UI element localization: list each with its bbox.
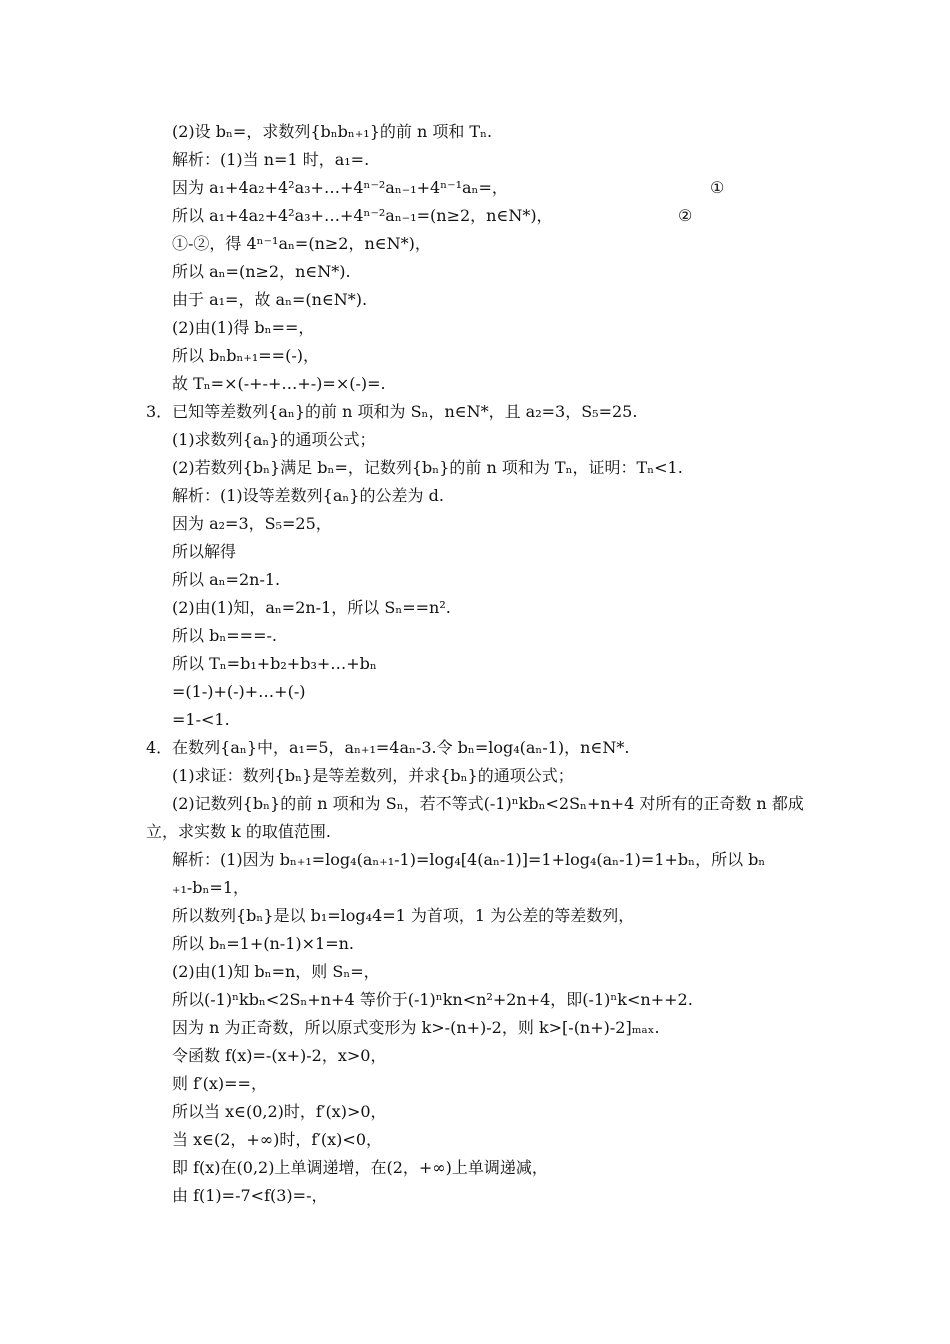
text-line: 令函数 f(x)=-(x+)-2，x>0，: [172, 1046, 387, 1065]
equation-marker-2: ②: [678, 206, 693, 225]
text-line: 所以 a₁+4a₂+4²a₃+…+4ⁿ⁻²aₙ₋₁=(n≥2，n∈N*)，: [172, 206, 553, 225]
text-line: (2)设 bₙ=，求数列{bₙbₙ₊₁}的前 n 项和 Tₙ.: [172, 122, 493, 141]
text-line: (2)由(1)得 bₙ==，: [172, 318, 315, 337]
text-line: ①-②，得 4ⁿ⁻¹aₙ=(n≥2，n∈N*)，: [172, 234, 431, 253]
text-line: 所以 bₙ=1+(n-1)×1=n.: [172, 934, 355, 953]
text-line: 所以 aₙ=(n≥2，n∈N*).: [172, 262, 351, 281]
text-line: 解析：(1)设等差数列{aₙ}的公差为 d.: [172, 486, 444, 505]
question-4-stem: 4．在数列{aₙ}中，a₁=5，aₙ₊₁=4aₙ-3.令 bₙ=log₄(aₙ-1)，n∈N*.: [146, 738, 630, 757]
text-line: 当 x∈(2，+∞)时，f′(x)<0，: [172, 1130, 383, 1149]
text-line: 所以数列{bₙ}是以 b₁=log₄4=1 为首项，1 为公差的等差数列，: [172, 906, 635, 925]
text-line: 所以解得: [172, 542, 237, 561]
text-line: (2)记数列{bₙ}的前 n 项和为 Sₙ，若不等式(-1)ⁿkbₙ<2Sₙ+n+4 对所有的正奇数 n 都成: [172, 794, 804, 813]
text-line: 立，求实数 k 的取值范围.: [146, 822, 331, 841]
text-line: 解析：(1)当 n=1 时，a₁=.: [172, 150, 370, 169]
text-line: (2)由(1)知 bₙ=n，则 Sₙ=，: [172, 962, 380, 981]
text-line: (1)求证：数列{bₙ}是等差数列，并求{bₙ}的通项公式；: [172, 766, 574, 785]
text-line: (2)由(1)知，aₙ=2n-1，所以 Sₙ==n².: [172, 598, 451, 617]
text-line: 即 f(x)在(0,2)上单调递增，在(2，+∞)上单调递减，: [172, 1158, 548, 1177]
text-line: 所以当 x∈(0,2)时，f′(x)>0，: [172, 1102, 387, 1121]
text-line: (1)求数列{aₙ}的通项公式；: [172, 430, 376, 449]
text-line: 所以 bₙbₙ₊₁==(-)，: [172, 346, 319, 365]
text-line: (2)若数列{bₙ}满足 bₙ=，记数列{bₙ}的前 n 项和为 Tₙ，证明：Tₙ<1.: [172, 458, 683, 477]
text-line: =1-<1.: [172, 710, 230, 729]
text-line: 所以 aₙ=2n-1.: [172, 570, 281, 589]
text-line: 因为 a₁+4a₂+4²a₃+…+4ⁿ⁻²aₙ₋₁+4ⁿ⁻¹aₙ=，: [172, 178, 508, 197]
text-line: 故 Tₙ=×(-+-+…+-)=×(-)=.: [172, 374, 386, 393]
text-line: 因为 a₂=3，S₅=25，: [172, 514, 332, 533]
text-line: 因为 n 为正奇数，所以原式变形为 k>-(n+)-2，则 k>[-(n+)-2]ₘₐₓ.: [172, 1018, 660, 1037]
text-line: =(1-)+(-)+…+(-): [172, 682, 306, 701]
text-line: 解析：(1)因为 bₙ₊₁=log₄(aₙ₊₁-1)=log₄[4(aₙ-1)]=1+log₄(aₙ-1)=1+bₙ，所以 bₙ: [172, 850, 766, 869]
text-line: 所以(-1)ⁿkbₙ<2Sₙ+n+4 等价于(-1)ⁿkn<n²+2n+4，即(-1)ⁿk<n++2.: [172, 990, 693, 1009]
text-line: 由 f(1)=-7<f(3)=-，: [172, 1186, 328, 1205]
text-line: ₊₁-bₙ=1，: [172, 878, 250, 897]
equation-marker-1: ①: [710, 178, 725, 197]
question-3-stem: 3．已知等差数列{aₙ}的前 n 项和为 Sₙ，n∈N*，且 a₂=3，S₅=25.: [146, 402, 638, 421]
text-line: 则 f′(x)==，: [172, 1074, 267, 1093]
text-line: 所以 bₙ===-.: [172, 626, 277, 645]
text-line: 所以 Tₙ=b₁+b₂+b₃+…+bₙ: [172, 654, 377, 673]
text-line: 由于 a₁=，故 aₙ=(n∈N*).: [172, 290, 368, 309]
